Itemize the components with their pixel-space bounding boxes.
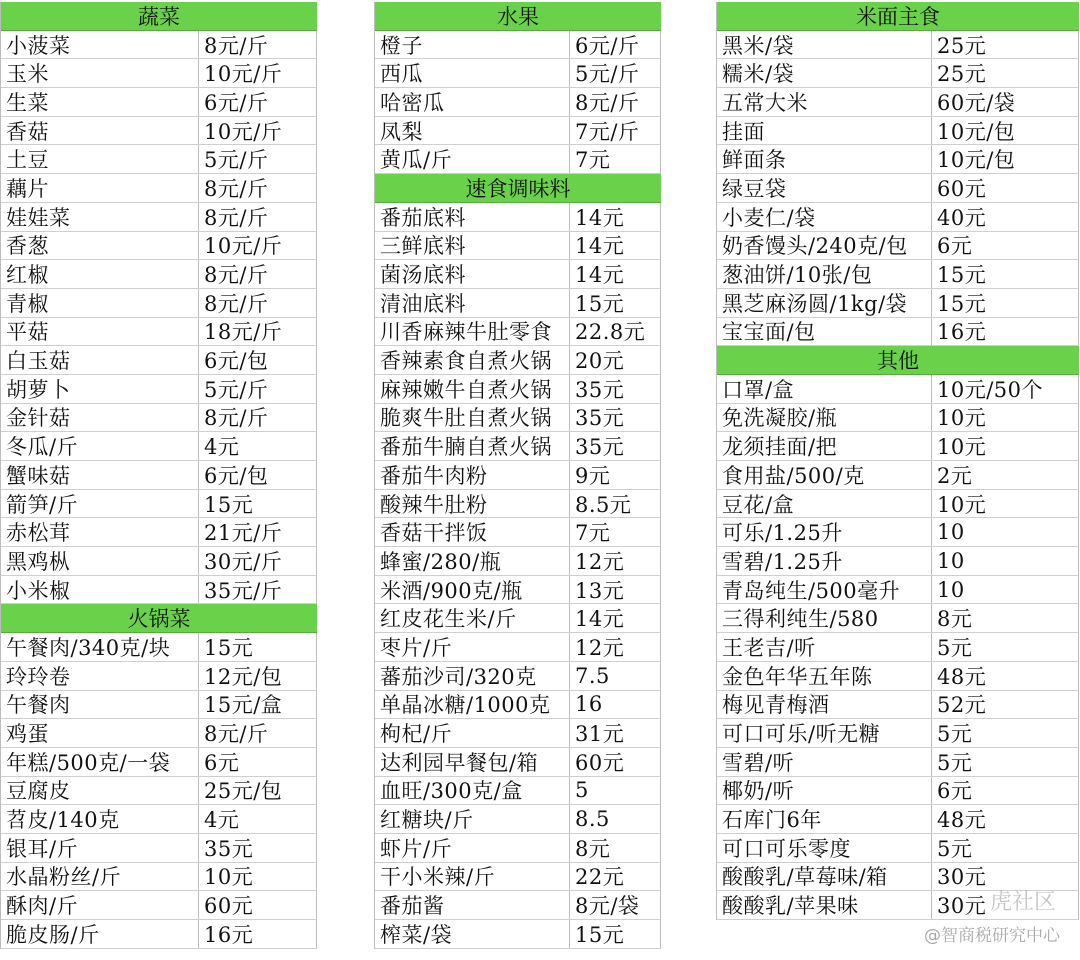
item-price-cell: 14元	[570, 203, 661, 231]
item-price-cell: 60元	[932, 174, 1079, 202]
item-name-cell: 鲜面条	[717, 145, 932, 173]
item-name-cell: 免洗凝胶/瓶	[717, 404, 932, 432]
item-name-cell: 小菠菜	[1, 31, 199, 59]
item-price-cell: 15元	[932, 289, 1079, 317]
item-name-cell: 清油底料	[375, 289, 570, 317]
table-row	[717, 662, 1079, 691]
item-name-cell: 箭笋/斤	[1, 490, 199, 518]
item-price-cell: 8元/斤	[199, 31, 317, 59]
table-row	[717, 834, 1079, 863]
item-price-cell: 8元/斤	[199, 719, 317, 747]
item-name-cell: 脆爽牛肚自煮火锅	[375, 404, 570, 432]
item-price-cell: 6元	[199, 748, 317, 776]
item-name-cell: 番茄底料	[375, 203, 570, 231]
item-name-cell: 银耳/斤	[1, 834, 199, 862]
item-price-cell: 7元	[570, 518, 661, 546]
item-price-cell: 52元	[932, 691, 1079, 719]
item-price-cell: 4元	[199, 805, 317, 833]
item-name-cell: 五常大米	[717, 88, 932, 116]
item-name-cell: 挂面	[717, 117, 932, 145]
item-name-cell: 葱油饼/10张/包	[717, 260, 932, 288]
item-price-cell: 35元	[570, 432, 661, 460]
item-price-cell: 5元	[932, 719, 1079, 747]
item-price-cell: 14元	[570, 604, 661, 632]
item-name-cell: 食用盐/500/克	[717, 461, 932, 489]
item-price-cell: 8元	[932, 604, 1079, 632]
item-name-cell: 枸杞/斤	[375, 719, 570, 747]
item-name-cell: 蟹味菇	[1, 461, 199, 489]
table-row	[1, 318, 317, 347]
table-row	[717, 576, 1079, 605]
item-name-cell: 豆花/盒	[717, 490, 932, 518]
item-price-cell: 15元	[199, 490, 317, 518]
item-price-cell: 5元/斤	[570, 59, 661, 87]
item-price-cell: 10元/斤	[199, 117, 317, 145]
table-row	[375, 863, 661, 892]
item-price-cell: 30元/斤	[199, 547, 317, 575]
item-name-cell: 金针菇	[1, 404, 199, 432]
item-name-cell: 生菜	[1, 88, 199, 116]
table-row	[1, 748, 317, 777]
table-row	[717, 88, 1079, 117]
table-row	[717, 518, 1079, 547]
table-row	[717, 404, 1079, 433]
table-row	[375, 920, 661, 949]
item-name-cell: 黄瓜/斤	[375, 145, 570, 173]
item-name-cell: 胡萝卜	[1, 375, 199, 403]
item-name-cell: 水晶粉丝/斤	[1, 863, 199, 891]
table-row	[717, 59, 1079, 88]
table-row	[717, 31, 1079, 60]
item-name-cell: 白玉菇	[1, 346, 199, 374]
item-price-cell: 20元	[570, 346, 661, 374]
table-row	[717, 260, 1079, 289]
table-row	[375, 777, 661, 806]
item-name-cell: 红椒	[1, 260, 199, 288]
item-price-cell: 7元	[570, 145, 661, 173]
item-name-cell: 王老吉/听	[717, 633, 932, 661]
table-row	[1, 145, 317, 174]
table-row	[717, 289, 1079, 318]
item-price-cell: 48元	[932, 805, 1079, 833]
item-name-cell: 赤松茸	[1, 518, 199, 546]
item-price-cell: 15元	[570, 289, 661, 317]
table-row	[375, 432, 661, 461]
item-name-cell: 血旺/300克/盒	[375, 777, 570, 805]
item-name-cell: 红皮花生米/斤	[375, 604, 570, 632]
column-2	[374, 2, 661, 949]
item-price-cell: 10元/斤	[199, 232, 317, 260]
item-price-cell: 6元/斤	[570, 31, 661, 59]
item-price-cell: 35元	[570, 375, 661, 403]
table-row	[717, 432, 1079, 461]
table-row	[375, 31, 661, 60]
item-name-cell: 单晶冰糖/1000克	[375, 691, 570, 719]
table-row	[1, 891, 317, 920]
watermark-handle: @智商税研究中心	[924, 926, 1060, 946]
item-price-cell: 16元	[199, 920, 317, 948]
item-price-cell: 8元/袋	[570, 891, 661, 919]
section-header: 米面主食	[717, 2, 1079, 31]
item-name-cell: 平菇	[1, 318, 199, 346]
item-price-cell: 35元	[199, 834, 317, 862]
item-price-cell: 8元/斤	[199, 203, 317, 231]
item-price-cell: 25元	[932, 31, 1079, 59]
item-name-cell: 土豆	[1, 145, 199, 173]
table-row	[375, 719, 661, 748]
item-price-cell: 48元	[932, 662, 1079, 690]
table-row	[375, 232, 661, 261]
table-row	[717, 748, 1079, 777]
item-price-cell: 60元/袋	[932, 88, 1079, 116]
item-price-cell: 12元	[570, 547, 661, 575]
table-row	[375, 260, 661, 289]
table-row	[375, 748, 661, 777]
item-name-cell: 酸酸乳/苹果味	[717, 891, 932, 919]
table-row	[375, 691, 661, 720]
item-price-cell: 14元	[570, 260, 661, 288]
item-name-cell: 青岛纯生/500毫升	[717, 576, 932, 604]
item-price-cell: 60元	[570, 748, 661, 776]
item-name-cell: 冬瓜/斤	[1, 432, 199, 460]
item-price-cell: 8元/斤	[570, 88, 661, 116]
item-name-cell: 绿豆袋	[717, 174, 932, 202]
item-price-cell: 40元	[932, 203, 1079, 231]
table-row	[1, 260, 317, 289]
item-price-cell: 15元	[570, 920, 661, 948]
item-name-cell: 奶香馒头/240克/包	[717, 232, 932, 260]
item-name-cell: 可口可乐/听无糖	[717, 719, 932, 747]
section-header: 速食调味料	[375, 174, 661, 203]
section-header: 其他	[717, 346, 1079, 375]
table-row	[1, 31, 317, 60]
item-price-cell: 25元/包	[199, 777, 317, 805]
section-header: 水果	[375, 2, 661, 31]
item-name-cell: 午餐肉	[1, 691, 199, 719]
item-name-cell: 椰奶/听	[717, 777, 932, 805]
item-name-cell: 黑米/袋	[717, 31, 932, 59]
item-price-cell: 10元	[932, 404, 1079, 432]
table-row	[1, 777, 317, 806]
watermark-logo-text: 虎社区	[989, 890, 1056, 915]
item-price-cell: 14元	[570, 232, 661, 260]
table-row	[1, 432, 317, 461]
item-price-cell: 60元	[199, 891, 317, 919]
item-price-cell: 5元/斤	[199, 145, 317, 173]
item-name-cell: 石库门6年	[717, 805, 932, 833]
table-row	[717, 633, 1079, 662]
table-row	[1, 174, 317, 203]
item-name-cell: 番茄牛腩自煮火锅	[375, 432, 570, 460]
item-price-cell: 30元	[932, 891, 1079, 919]
item-name-cell: 雪碧/1.25升	[717, 547, 932, 575]
item-price-cell: 18元/斤	[199, 318, 317, 346]
item-price-cell: 5元	[932, 633, 1079, 661]
item-price-cell: 13元	[570, 576, 661, 604]
item-price-cell: 6元/包	[199, 461, 317, 489]
item-price-cell: 7元/斤	[570, 117, 661, 145]
item-price-cell: 6元	[932, 232, 1079, 260]
item-price-cell: 8元	[570, 834, 661, 862]
table-row	[375, 346, 661, 375]
column-3	[716, 2, 1079, 920]
table-row	[717, 719, 1079, 748]
item-name-cell: 虾片/斤	[375, 834, 570, 862]
item-price-cell: 6元/包	[199, 346, 317, 374]
table-row	[375, 88, 661, 117]
item-name-cell: 玲玲卷	[1, 662, 199, 690]
item-price-cell: 10元/斤	[199, 59, 317, 87]
item-name-cell: 三得利纯生/580	[717, 604, 932, 632]
table-row	[717, 604, 1079, 633]
item-price-cell: 2元	[932, 461, 1079, 489]
table-row	[375, 518, 661, 547]
table-row	[375, 604, 661, 633]
item-name-cell: 蕃茄沙司/320克	[375, 662, 570, 690]
item-name-cell: 酸酸乳/草莓味/箱	[717, 863, 932, 891]
table-row	[1, 117, 317, 146]
table-row	[1, 691, 317, 720]
item-price-cell: 4元	[199, 432, 317, 460]
item-price-cell: 8元/斤	[199, 260, 317, 288]
item-name-cell: 达利园早餐包/箱	[375, 748, 570, 776]
table-row	[717, 777, 1079, 806]
table-row	[717, 691, 1079, 720]
item-price-cell: 10	[932, 547, 1079, 575]
item-name-cell: 香菇干拌饭	[375, 518, 570, 546]
table-row	[375, 805, 661, 834]
item-name-cell: 麻辣嫩牛自煮火锅	[375, 375, 570, 403]
item-name-cell: 玉米	[1, 59, 199, 87]
table-row	[375, 547, 661, 576]
item-name-cell: 橙子	[375, 31, 570, 59]
item-price-cell: 8.5元	[570, 490, 661, 518]
item-price-cell: 35元	[570, 404, 661, 432]
table-row	[1, 863, 317, 892]
table-row	[375, 117, 661, 146]
item-price-cell: 8元/斤	[199, 404, 317, 432]
item-name-cell: 酥肉/斤	[1, 891, 199, 919]
table-row	[1, 662, 317, 691]
table-row	[375, 461, 661, 490]
item-price-cell: 5元	[932, 748, 1079, 776]
item-price-cell: 12元	[570, 633, 661, 661]
table-row	[1, 490, 317, 519]
item-name-cell: 枣片/斤	[375, 633, 570, 661]
item-price-cell: 10	[932, 518, 1079, 546]
table-row	[375, 289, 661, 318]
column-1	[0, 2, 317, 949]
item-price-cell: 12元/包	[199, 662, 317, 690]
item-name-cell: 番茄牛肉粉	[375, 461, 570, 489]
item-name-cell: 菌汤底料	[375, 260, 570, 288]
item-name-cell: 青椒	[1, 289, 199, 317]
item-price-cell: 15元	[199, 633, 317, 661]
section-header: 火锅菜	[1, 604, 317, 633]
table-row	[717, 375, 1079, 404]
table-row	[717, 805, 1079, 834]
table-row	[1, 232, 317, 261]
item-name-cell: 三鲜底料	[375, 232, 570, 260]
item-name-cell: 黑鸡枞	[1, 547, 199, 575]
item-price-cell: 6元/斤	[199, 88, 317, 116]
table-row	[717, 174, 1079, 203]
table-row	[375, 59, 661, 88]
item-name-cell: 豆腐皮	[1, 777, 199, 805]
table-row	[375, 145, 661, 174]
table-row	[375, 375, 661, 404]
item-price-cell: 10元/包	[932, 117, 1079, 145]
item-name-cell: 宝宝面/包	[717, 318, 932, 346]
table-row	[717, 145, 1079, 174]
item-price-cell: 30元	[932, 863, 1079, 891]
item-name-cell: 小米椒	[1, 576, 199, 604]
table-row	[717, 203, 1079, 232]
table-row	[1, 59, 317, 88]
table-row	[375, 404, 661, 433]
item-price-cell: 10元	[932, 490, 1079, 518]
table-row	[717, 490, 1079, 519]
table-row	[1, 461, 317, 490]
item-price-cell: 31元	[570, 719, 661, 747]
item-name-cell: 川香麻辣牛肚零食	[375, 318, 570, 346]
table-row	[1, 404, 317, 433]
item-price-cell: 6元	[932, 777, 1079, 805]
table-row	[1, 547, 317, 576]
table-row	[1, 719, 317, 748]
item-price-cell: 10元/50个	[932, 375, 1079, 403]
section-header: 蔬菜	[1, 2, 317, 31]
item-name-cell: 酸辣牛肚粉	[375, 490, 570, 518]
item-name-cell: 午餐肉/340克/块	[1, 633, 199, 661]
item-price-cell: 15元/盒	[199, 691, 317, 719]
item-price-cell: 8元/斤	[199, 289, 317, 317]
item-price-cell: 5	[570, 777, 661, 805]
item-name-cell: 金色年华五年陈	[717, 662, 932, 690]
item-price-cell: 9元	[570, 461, 661, 489]
table-row	[375, 490, 661, 519]
item-name-cell: 香辣素食自煮火锅	[375, 346, 570, 374]
item-price-cell: 5元	[932, 834, 1079, 862]
item-price-cell: 10元	[932, 432, 1079, 460]
item-name-cell: 香菇	[1, 117, 199, 145]
item-name-cell: 红糖块/斤	[375, 805, 570, 833]
table-row	[1, 576, 317, 605]
table-row	[1, 289, 317, 318]
table-row	[1, 834, 317, 863]
item-price-cell: 35元/斤	[199, 576, 317, 604]
item-name-cell: 哈密瓜	[375, 88, 570, 116]
table-row	[1, 920, 317, 949]
item-price-cell: 22.8元	[570, 318, 661, 346]
item-price-cell: 10元	[199, 863, 317, 891]
table-row	[1, 633, 317, 662]
table-row	[717, 232, 1079, 261]
item-name-cell: 香葱	[1, 232, 199, 260]
table-row	[375, 203, 661, 232]
item-price-cell: 21元/斤	[199, 518, 317, 546]
table-row	[375, 891, 661, 920]
item-name-cell: 可口可乐零度	[717, 834, 932, 862]
item-name-cell: 脆皮肠/斤	[1, 920, 199, 948]
item-name-cell: 雪碧/听	[717, 748, 932, 776]
item-name-cell: 小麦仁/袋	[717, 203, 932, 231]
item-price-cell: 5元/斤	[199, 375, 317, 403]
table-row	[1, 375, 317, 404]
table-row	[1, 88, 317, 117]
item-price-cell: 16	[570, 691, 661, 719]
item-name-cell: 苕皮/140克	[1, 805, 199, 833]
item-name-cell: 梅见青梅酒	[717, 691, 932, 719]
table-row	[375, 633, 661, 662]
item-name-cell: 米酒/900克/瓶	[375, 576, 570, 604]
table-row	[375, 834, 661, 863]
table-row	[1, 518, 317, 547]
item-name-cell: 西瓜	[375, 59, 570, 87]
item-price-cell: 22元	[570, 863, 661, 891]
item-name-cell: 口罩/盒	[717, 375, 932, 403]
item-price-cell: 8元/斤	[199, 174, 317, 202]
item-name-cell: 蜂蜜/280/瓶	[375, 547, 570, 575]
item-name-cell: 可乐/1.25升	[717, 518, 932, 546]
table-row	[1, 805, 317, 834]
table-row	[375, 662, 661, 691]
item-name-cell: 干小米辣/斤	[375, 863, 570, 891]
item-price-cell: 15元	[932, 260, 1079, 288]
item-name-cell: 藕片	[1, 174, 199, 202]
item-name-cell: 番茄酱	[375, 891, 570, 919]
table-row	[1, 346, 317, 375]
item-price-cell: 10	[932, 576, 1079, 604]
table-row	[717, 117, 1079, 146]
table-row	[375, 318, 661, 347]
item-price-cell: 16元	[932, 318, 1079, 346]
table-row	[717, 547, 1079, 576]
table-row	[717, 461, 1079, 490]
item-name-cell: 榨菜/袋	[375, 920, 570, 948]
item-name-cell: 龙须挂面/把	[717, 432, 932, 460]
item-price-cell: 7.5	[570, 662, 661, 690]
item-price-cell: 8.5	[570, 805, 661, 833]
item-name-cell: 年糕/500克/一袋	[1, 748, 199, 776]
item-name-cell: 黑芝麻汤圆/1kg/袋	[717, 289, 932, 317]
item-name-cell: 糯米/袋	[717, 59, 932, 87]
table-row	[375, 576, 661, 605]
item-price-cell: 25元	[932, 59, 1079, 87]
item-price-cell: 10元/包	[932, 145, 1079, 173]
item-name-cell: 娃娃菜	[1, 203, 199, 231]
table-row	[717, 318, 1079, 347]
item-name-cell: 鸡蛋	[1, 719, 199, 747]
table-row	[1, 203, 317, 232]
item-name-cell: 凤梨	[375, 117, 570, 145]
